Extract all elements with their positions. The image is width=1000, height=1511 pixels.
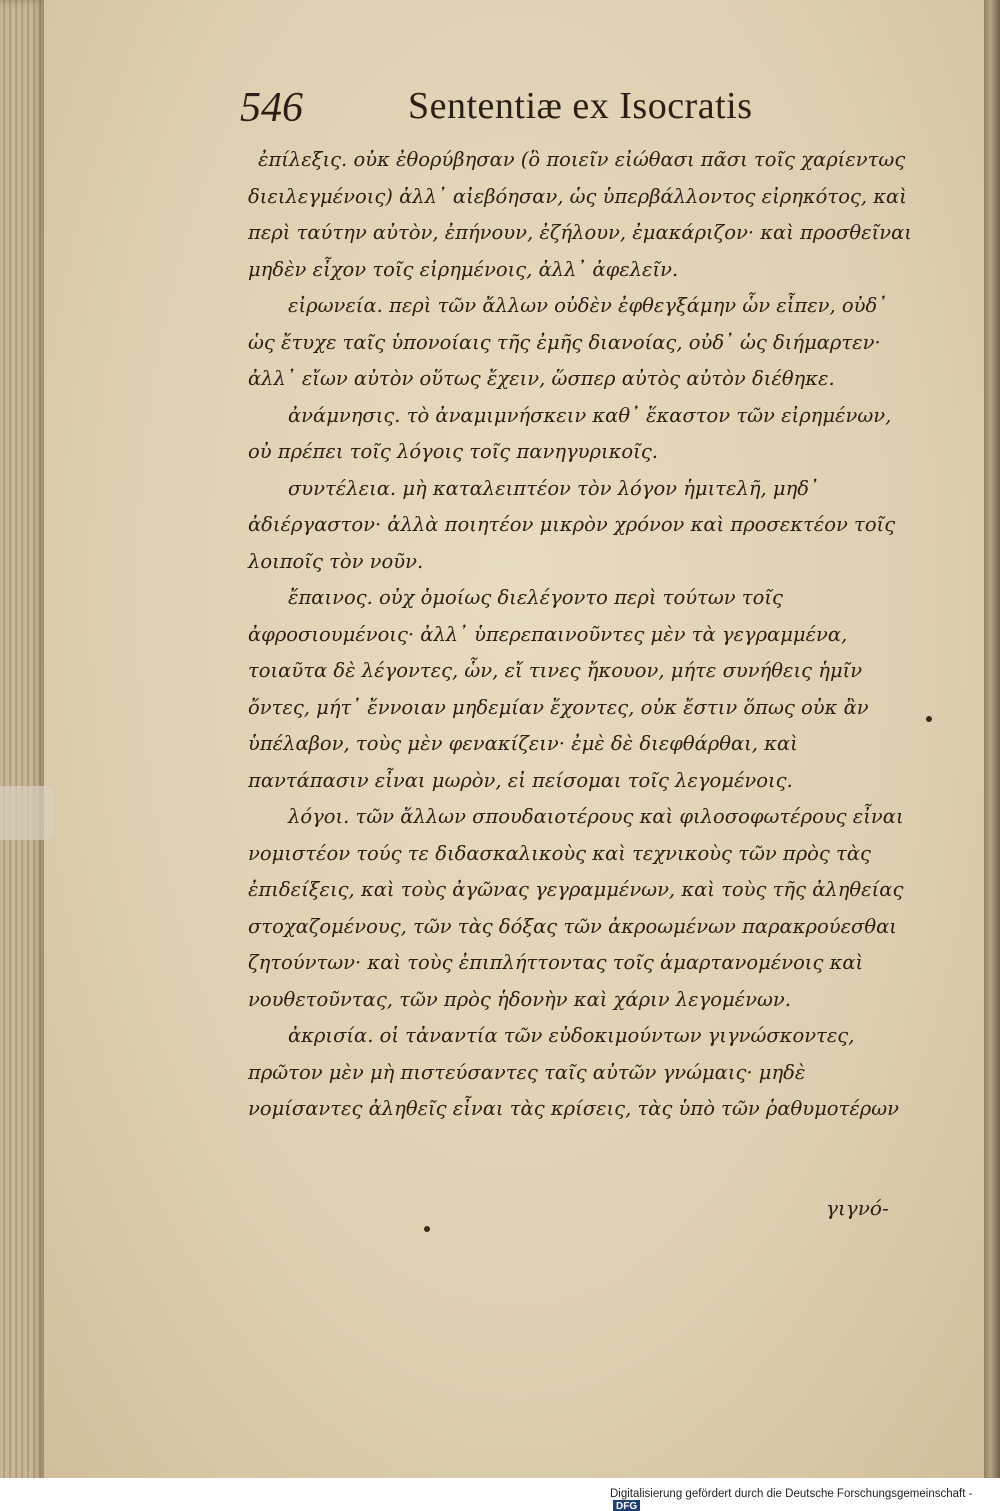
- page-edge-right: [984, 0, 1000, 1480]
- catchword: γιγνό-: [826, 1196, 889, 1220]
- paragraph-text: οἱ τἀναντία τῶν εὐδοκιμούντων γιγνώσκοντες, πρῶτον μὲν μὴ πιστεύσαντες ταῖς αὐτῶν γνώμαις· μηδὲ νομίσαντες ἀληθεῖς εἶναι τὰς κρίσεις, τὰς ὑπὸ τῶν ῥαθυμοτέρων: [248, 1024, 900, 1120]
- lemma: ἔπαινος.: [288, 586, 373, 609]
- paragraph: [248, 580, 916, 799]
- paragraph: [248, 471, 916, 581]
- lemma: ἀκρισία.: [288, 1024, 374, 1047]
- paragraph-text: οὐκ ἐθορύβησαν (ὃ ποιεῖν εἰώθασι πᾶσι τοῖς χαρίεντως διειλεγμένοις) ἀλλ᾽ αἰεβόησαν, ὡς ὑπερβάλλοντος εἰρηκότος, καὶ περὶ ταύτην αὐτὸν, ἐπήνουν, ἐζήλουν, ἐμακάριζον· καὶ προσθεῖναι μηδὲν εἶχον τοῖς εἰρημένοις, ἀλλ᾽ ἀφελεῖν.: [248, 148, 912, 281]
- paragraph: [248, 142, 916, 288]
- paragraph: [248, 799, 916, 1018]
- paragraph-text: μὴ καταλειπτέον τὸν λόγον ἡμιτελῆ, μηδ᾽ ἀδιέργαστον· ἀλλὰ ποιητέον μικρὸν χρόνον καὶ προσεκτέον τοῖς λοιποῖς τὸν νοῦν.: [248, 476, 896, 573]
- lemma: ἀνάμνησις.: [288, 403, 401, 427]
- page-header: [240, 84, 800, 134]
- lemma: συντέλεια.: [288, 476, 397, 500]
- lemma: εἰρωνεία.: [288, 294, 383, 317]
- paragraph: [248, 1018, 916, 1128]
- paragraph-text: περὶ τῶν ἄλλων οὐδὲν ἐφθεγξάμην ὧν εἶπεν, οὐδ᾽ ὡς ἔτυχε ταῖς ὑπονοίαις τῆς ἐμῆς διανοίας, οὐδ᾽ ὡς διήμαρτεν· ἀλλ᾽ εἴων αὐτὸν οὕτως ἔχειν, ὥσπερ αὐτὸς αὐτὸν διέθηκε.: [248, 294, 888, 390]
- running-title: Sententiæ ex Isocratis: [408, 85, 753, 127]
- lemma: ἐπίλεξις.: [258, 148, 348, 171]
- paragraph-text: τὸ ἀναμιμνήσκειν καθ᾽ ἕκαστον τῶν εἰρημένων, οὐ πρέπει τοῖς λόγοις τοῖς πανηγυρικοῖς.: [248, 403, 892, 463]
- lemma: λόγοι.: [288, 805, 350, 828]
- ink-mark: [926, 716, 932, 722]
- credit-text: Digitalisierung gefördert durch die Deutsche Forschungsgemeinschaft -: [610, 1488, 973, 1500]
- page-edges-left: [0, 0, 46, 1511]
- digitization-credit: [610, 1488, 1000, 1511]
- page-tab: [0, 786, 54, 840]
- paragraph: [248, 398, 916, 471]
- paragraph-text: τῶν ἄλλων σπουδαιοτέρους καὶ φιλοσοφωτέρους εἶναι νομιστέον τούς τε διδασκαλικοὺς καὶ τεχνικοὺς τῶν πρὸς τὰς ἐπιδείξεις, καὶ τοὺς ἀγῶνας γεγραμμένων, καὶ τοὺς τῆς ἀληθείας στοχαζομένους, τῶν τὰς δόξας τῶν ἀκροωμένων παρακρούεσθαι ζητούντων· καὶ τοὺς ἐπιπλήττοντας τοῖς ἁμαρτανομένοις καὶ νουθετοῦντας, τῶν πρὸς ἡδονὴν καὶ χάριν λεγομένων.: [248, 805, 904, 1011]
- body-text: [248, 142, 916, 1128]
- dfg-logo: DFG: [613, 1500, 640, 1511]
- page-number: 546: [240, 85, 303, 131]
- paragraph-text: οὐχ ὁμοίως διελέγοντο περὶ τούτων τοῖς ἀφροσιουμένοις· ἀλλ᾽ ὑπερεπαινοῦντες μὲν τὰ γεγραμμένα, τοιαῦτα δὲ λέγοντες, ὧν, εἴ τινες ἤκουον, μήτε συνήθεις ἡμῖν ὄντες, μήτ᾽ ἔννοιαν μηδεμίαν ἔχοντες, οὐκ ἔστιν ὅπως οὐκ ἂν ὑπέλαβον, τοὺς μὲν φενακίζειν· ἐμὲ δὲ διεφθάρθαι, καὶ παντάπασιν εἶναι μωρὸν, εἰ πείσομαι τοῖς λεγομένοις.: [248, 586, 869, 792]
- paragraph: [248, 288, 916, 398]
- ink-mark: [424, 1226, 430, 1232]
